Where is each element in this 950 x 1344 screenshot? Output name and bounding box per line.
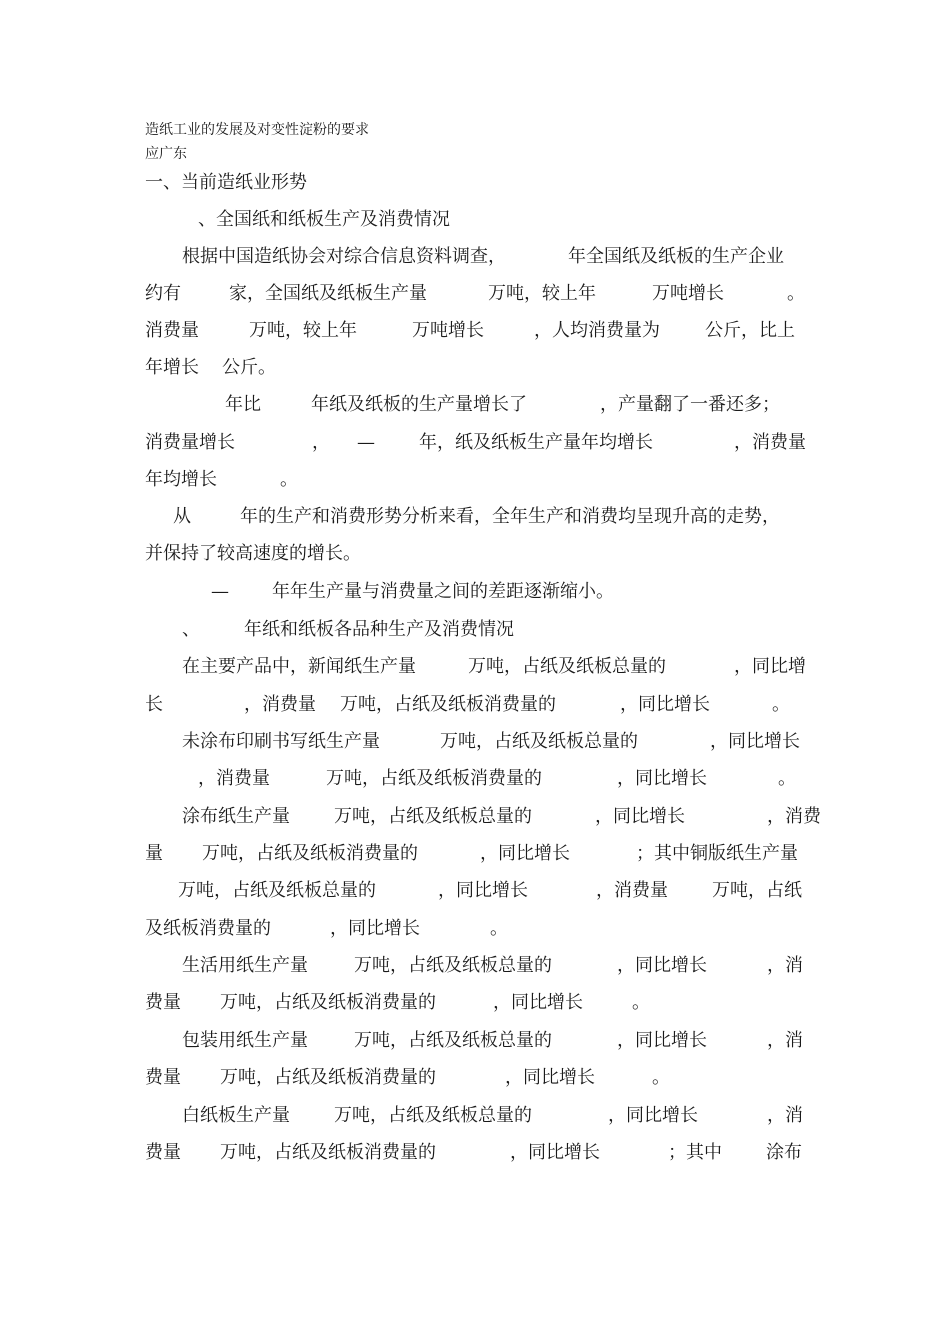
text-segment: 家，全国纸及纸板生产量: [229, 283, 427, 304]
text-segment: ，同比增长: [438, 880, 528, 901]
text-segment: 消费量: [145, 320, 199, 341]
text-segment: 万吨，较上年: [488, 283, 596, 304]
text-segment: 万吨，占纸及纸板总量的: [334, 1105, 532, 1126]
text-segment: 未涂布印刷书写纸生产量: [182, 731, 380, 752]
text-segment: ，同比增长: [617, 955, 707, 976]
text-segment: ，同比增: [734, 656, 806, 677]
text-segment: ，消费: [767, 806, 821, 827]
text-segment: 万吨，占纸及纸板消费量的: [220, 992, 436, 1013]
text-segment: 。: [652, 1067, 670, 1088]
section-heading-text: 一、当前造纸业形势: [145, 172, 307, 193]
text-segment: 量: [145, 843, 163, 864]
text-segment: 。: [280, 469, 298, 490]
text-segment: ，: [312, 432, 330, 453]
text-segment: ，消: [767, 1030, 803, 1051]
text-segment: 从: [173, 506, 191, 527]
text-segment: ，同比增长: [620, 694, 710, 715]
text-segment: 年均增长: [145, 469, 217, 490]
text-segment: 费量: [145, 1142, 181, 1163]
text-segment: ，人均消费量为: [534, 320, 660, 341]
text-segment: 。: [787, 283, 805, 304]
text-segment: 长: [145, 694, 163, 715]
text-segment: 万吨，占纸及纸板消费量的: [202, 843, 418, 864]
text-segment: 消费量增长: [145, 432, 235, 453]
text-segment: 万吨，占纸及纸板总量的: [354, 1030, 552, 1051]
text-segment: 。: [490, 918, 508, 939]
text-segment: 。: [778, 768, 796, 789]
text-segment: 。: [632, 992, 650, 1013]
text-segment: 万吨，占纸及纸板总量的: [334, 806, 532, 827]
text-segment: 及纸板消费量的: [145, 918, 271, 939]
text-segment: 、: [182, 619, 200, 640]
text-segment: ，同比增长: [510, 1142, 600, 1163]
text-segment: 根据中国造纸协会对综合信息资料调查，: [182, 246, 506, 267]
text-segment: 万吨增长: [652, 283, 724, 304]
text-segment: 年纸及纸板的生产量增长了: [311, 394, 527, 415]
text-segment: 万吨，占纸及纸板消费量的: [340, 694, 556, 715]
text-segment: ，消: [767, 955, 803, 976]
text-segment: ，消费量: [596, 880, 668, 901]
text-segment: ，同比增长: [595, 806, 685, 827]
text-segment: ，消: [767, 1105, 803, 1126]
text-segment: ，同比增长: [608, 1105, 698, 1126]
text-segment: 年比: [225, 394, 261, 415]
text-segment: 年，纸及纸板生产量年均增长: [419, 432, 653, 453]
text-segment: 费量: [145, 1067, 181, 1088]
text-segment: 万吨，占纸及纸板消费量的: [220, 1067, 436, 1088]
text-segment: 并保持了较高速度的增长。: [145, 543, 361, 564]
text-segment: 万吨，占纸: [712, 880, 802, 901]
subsection-heading-text: 、全国纸和纸板生产及消费情况: [198, 209, 450, 230]
text-segment: ，消费量: [244, 694, 316, 715]
text-segment: ，同比增长: [480, 843, 570, 864]
text-segment: 生活用纸生产量: [182, 955, 308, 976]
text-segment: 万吨，占纸及纸板总量的: [440, 731, 638, 752]
text-segment: 万吨，占纸及纸板消费量的: [326, 768, 542, 789]
text-segment: ，同比增长: [330, 918, 420, 939]
text-segment: —: [211, 581, 229, 602]
text-segment: 费量: [145, 992, 181, 1013]
text-segment: 公斤。: [222, 357, 276, 378]
text-segment: 万吨，占纸及纸板总量的: [178, 880, 376, 901]
text-segment: 年的生产和消费形势分析来看，全年生产和消费均呈现升高的走势，: [240, 506, 780, 527]
text-segment: 年纸和纸板各品种生产及消费情况: [244, 619, 514, 640]
text-segment: 。: [772, 694, 790, 715]
doc-author: 应广东: [145, 146, 187, 162]
text-segment: 万吨，占纸及纸板总量的: [468, 656, 666, 677]
text-segment: ，产量翻了一番还多；: [600, 394, 780, 415]
text-segment: ，消费量: [734, 432, 806, 453]
text-segment: ；其中铜版纸生产量: [636, 843, 798, 864]
text-segment: 年增长: [145, 357, 199, 378]
text-segment: ，同比增长: [617, 1030, 707, 1051]
text-segment: ，同比增长: [493, 992, 583, 1013]
text-segment: 涂布纸生产量: [182, 806, 290, 827]
text-segment: ，同比增长: [710, 731, 800, 752]
text-segment: 包装用纸生产量: [182, 1030, 308, 1051]
doc-title: 造纸工业的发展及对变性淀粉的要求: [145, 122, 369, 138]
text-segment: 年全国纸及纸板的生产企业: [568, 246, 784, 267]
text-segment: 万吨，占纸及纸板总量的: [354, 955, 552, 976]
text-segment: 在主要产品中，新闻纸生产量: [182, 656, 416, 677]
text-segment: 万吨增长: [412, 320, 484, 341]
text-segment: ，同比增长: [617, 768, 707, 789]
text-segment: 白纸板生产量: [182, 1105, 290, 1126]
text-segment: 涂布: [766, 1142, 802, 1163]
text-segment: ，同比增长: [505, 1067, 595, 1088]
text-segment: —: [357, 432, 375, 453]
text-segment: 年年生产量与消费量之间的差距逐渐缩小。: [272, 581, 614, 602]
text-segment: 万吨，较上年: [249, 320, 357, 341]
text-segment: 公斤，比上: [705, 320, 795, 341]
text-segment: ；其中: [668, 1142, 722, 1163]
text-segment: ，消费量: [198, 768, 270, 789]
text-segment: 万吨，占纸及纸板消费量的: [220, 1142, 436, 1163]
text-segment: 约有: [145, 283, 181, 304]
